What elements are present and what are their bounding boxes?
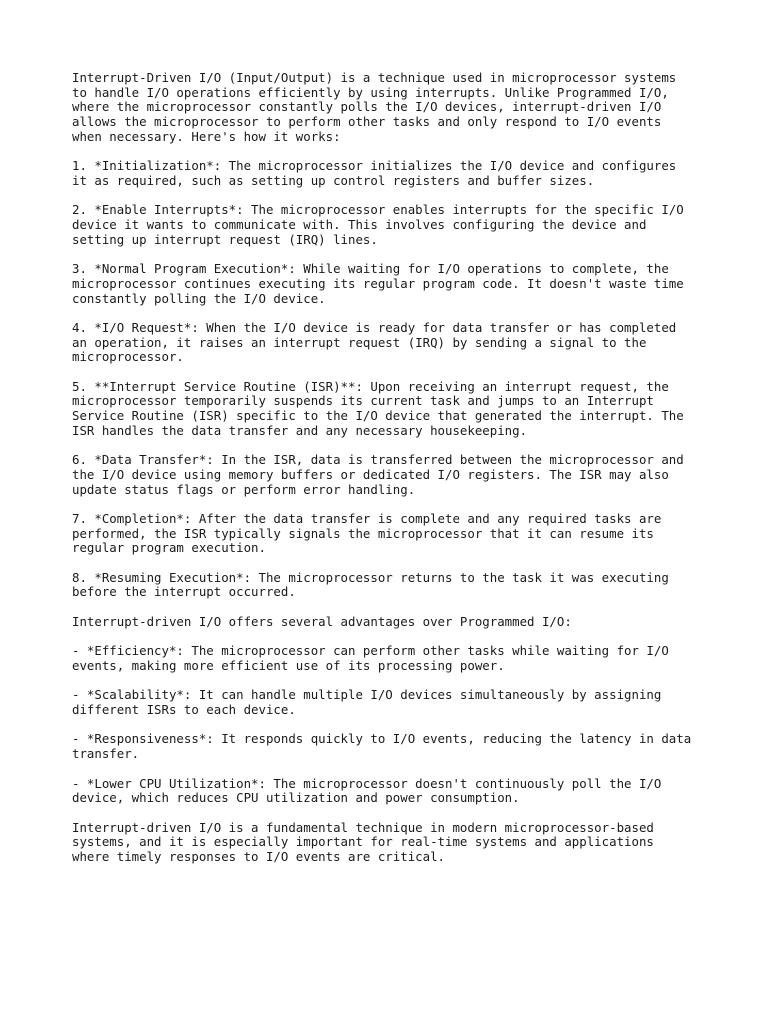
step-isr: 5. **Interrupt Service Routine (ISR)**: Upon receiving an interrupt request, the microprocessor temporarily suspends its current task and jumps to an Interrupt Service Routine (ISR) specific to the I/O device that generated the interrupt. The ISR handles the data transfer and any necessary housekeeping. xyxy=(72,378,684,438)
document-body xyxy=(72,71,712,879)
advantage-responsiveness: - *Responsiveness*: It responds quickly to I/O events, reducing the latency in data transfer. xyxy=(72,731,692,762)
advantage-scalability: - *Scalability*: It can handle multiple I/O devices simultaneously by assigning different ISRs to each device. xyxy=(72,687,662,718)
step-enable-interrupts: 2. *Enable Interrupts*: The microprocessor enables interrupts for the specific I/O device it wants to communicate with. This involves configuring the device and setting up interrupt request (IRQ) lines. xyxy=(72,202,684,247)
step-normal-execution: 3. *Normal Program Execution*: While waiting for I/O operations to complete, the microprocessor continues executing its regular program code. It doesn't waste time constantly polling the I/O device. xyxy=(72,261,684,306)
conclusion-paragraph: Interrupt-driven I/O is a fundamental technique in modern microprocessor-based systems, and it is especially important for real-time systems and applications where timely responses to I/O events are critical. xyxy=(72,819,654,865)
step-io-request: 4. *I/O Request*: When the I/O device is ready for data transfer or has completed an operation, it raises an interrupt request (IRQ) by sending a signal to the microprocessor. xyxy=(72,319,677,365)
advantage-efficiency: - *Efficiency*: The microprocessor can perform other tasks while waiting for I/O events, making more efficient use of its processing power. xyxy=(72,643,669,673)
step-completion: 7. *Completion*: After the data transfer is complete and any required tasks are performed, the ISR typically signals the microprocessor that it can resume its regular program execution. xyxy=(72,510,662,556)
step-initialization: 1. *Initialization*: The microprocessor initializes the I/O device and configures it as required, such as setting up control registers and buffer sizes. xyxy=(72,158,677,188)
advantages-intro: Interrupt-driven I/O offers several advantages over Programmed I/O: xyxy=(72,613,572,629)
advantage-lower-cpu: - *Lower CPU Utilization*: The microprocessor doesn't continuously poll the I/O device, which reduces CPU utilization and power consumption. xyxy=(72,775,662,806)
intro-paragraph: Interrupt-Driven I/O (Input/Output) is a technique used in microprocessor systems to handle I/O operations efficiently by using interrupts. Unlike Programmed I/O, where the microprocessor constantly polls the I/O devices, interrupt-driven I/O allows the microprocessor to perform other tasks and only respond to I/O events when necessary. Here's how it works: xyxy=(72,70,677,144)
step-data-transfer: 6. *Data Transfer*: In the ISR, data is transferred between the microprocessor and the I/O device using memory buffers or dedicated I/O registers. The ISR may also update status flags or perform error handling. xyxy=(72,452,684,497)
step-resuming-execution: 8. *Resuming Execution*: The microprocessor returns to the task it was executing before the interrupt occurred. xyxy=(72,569,669,600)
